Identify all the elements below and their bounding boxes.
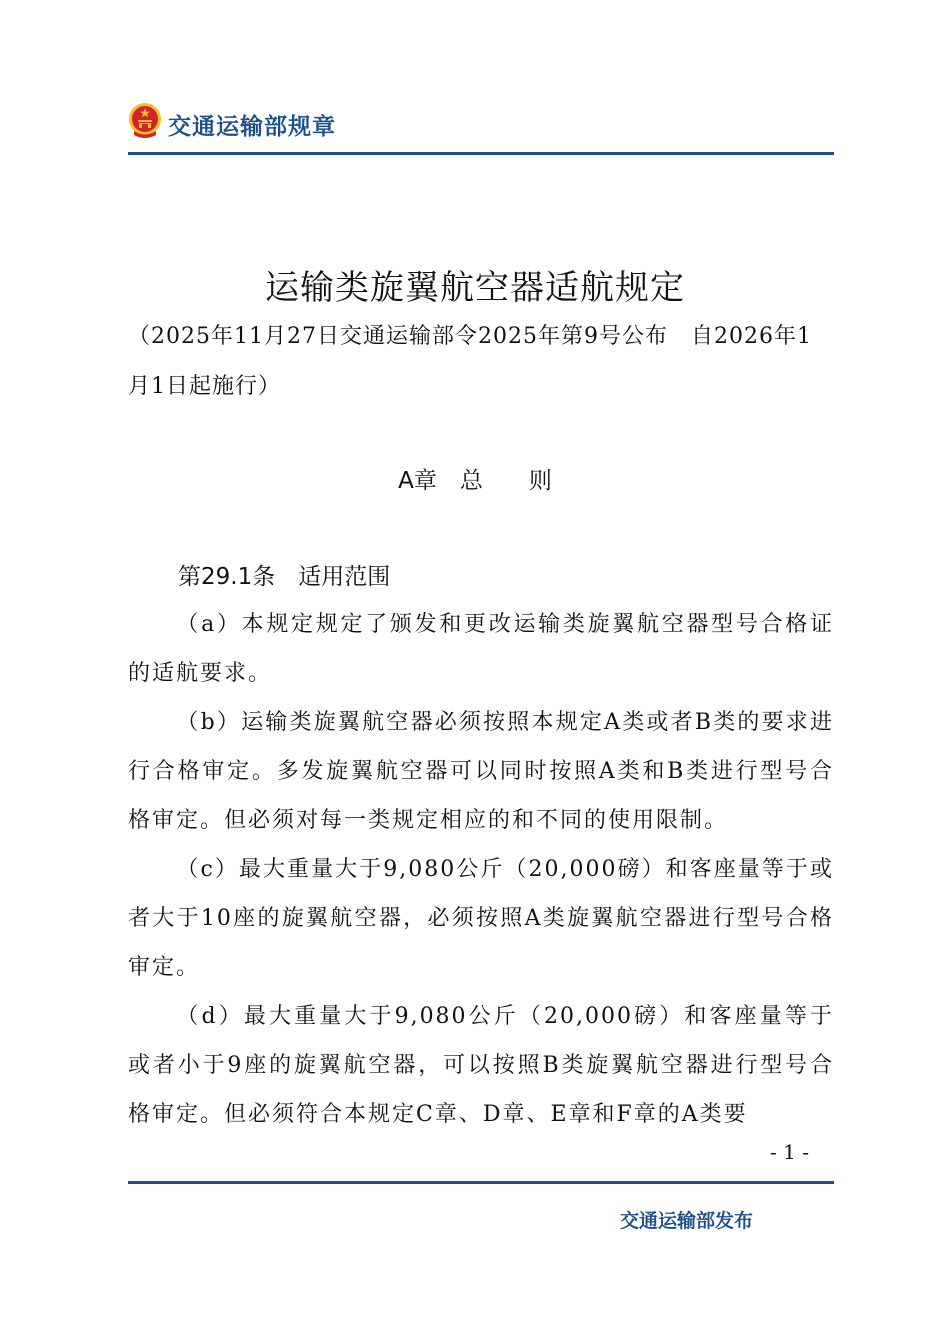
header-title: 交通运输部规章 (168, 114, 336, 140)
paragraph-b: （b）运输类旋翼航空器必须按照本规定A类或者B类的要求进行合格审定。多发旋翼航空器可以同时按照A类和B类进行型号合格审定。但必须对每一类规定相应的和不同的使用限制。 (128, 710, 834, 833)
page-header (128, 100, 834, 156)
document-title: 运输类旋翼航空器适航规定 (265, 268, 685, 308)
paragraph-d: （d）最大重量大于9,080公斤（20,000磅）和客座量等于或者小于9座的旋翼航空器，可以按照B类旋翼航空器进行型号合格审定。但必须符合本规定C章、D章、E章和F章的A类要 (128, 1004, 834, 1127)
article-body (128, 600, 834, 1139)
publication-note: （2025年11月27日交通运输部令2025年第9号公布 自2026年1月1日起施行） (128, 324, 812, 399)
footer-publisher: 交通运输部发布 (620, 1210, 754, 1232)
page-number: - 1 - (770, 1140, 809, 1164)
paragraph-a: （a）本规定规定了颁发和更改运输类旋翼航空器型号合格证的适航要求。 (128, 612, 834, 686)
article-heading: 第29.1条 适用范围 (178, 564, 391, 590)
national-emblem-icon (128, 102, 162, 140)
header-divider (128, 152, 834, 155)
footer-divider (128, 1181, 834, 1184)
paragraph-c: （c）最大重量大于9,080公斤（20,000磅）和客座量等于或者大于10座的旋翼航空器，必须按照A类旋翼航空器进行型号合格审定。 (128, 857, 834, 980)
chapter-heading: A章 总 则 (398, 468, 552, 494)
